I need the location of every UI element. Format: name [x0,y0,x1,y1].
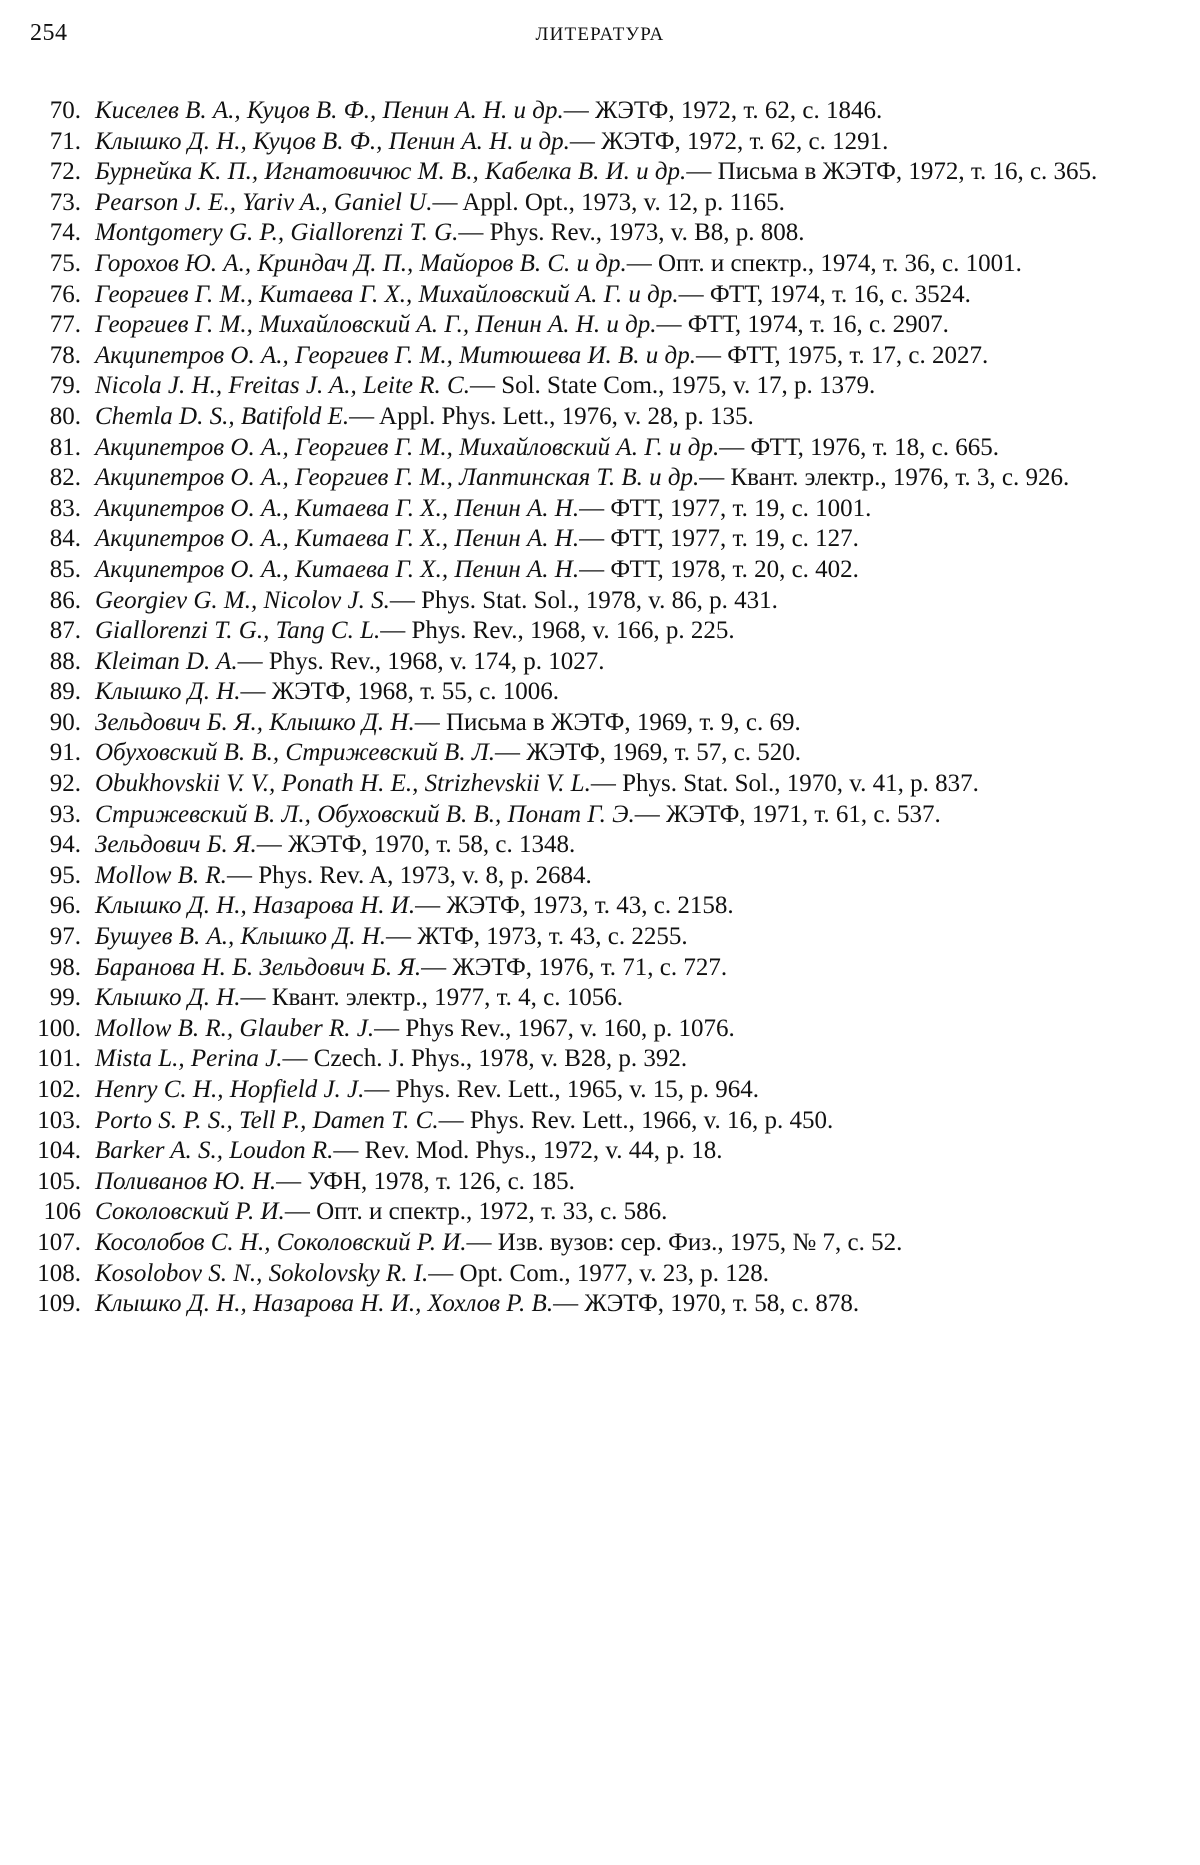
reference-text [95,953,1172,984]
reference-text [95,891,1172,922]
reference-item [22,463,1172,494]
reference-number: 83. [49,494,81,522]
reference-authors: Акципетров О. А., Китаева Г. Х., Пенин А. Н. [95,494,580,522]
reference-item [22,1167,1172,1198]
reference-source: — ЖЭТФ, 1970, т. 58, с. 878. [553,1290,860,1318]
reference-item [22,524,1172,555]
reference-item [22,341,1172,372]
reference-source: — Phys Rev., 1967, v. 160, p. 1076. [374,1014,735,1042]
reference-text [95,647,1172,678]
reference-text [95,157,1172,188]
reference-source: — Czech. J. Phys., 1978, v. B28, p. 392. [282,1045,688,1073]
reference-text [95,616,1172,647]
reference-source: — Phys. Stat. Sol., 1970, v. 41, p. 837. [590,770,979,798]
reference-source: — ЖЭТФ, 1970, т. 58, с. 1348. [256,831,576,859]
reference-authors: Косолобов С. Н., Соколовский Р. И. [95,1228,467,1256]
reference-number: 70. [49,97,81,124]
reference-item [22,1197,1172,1228]
reference-text [95,494,1172,525]
reference-text [95,1014,1172,1045]
reference-item [22,494,1172,525]
reference-text [95,1228,1172,1259]
reference-text [95,677,1172,708]
reference-item [22,830,1172,861]
reference-authors: Obukhovskii V. V., Ponath H. E., Strizhevskii V. L. [95,770,591,798]
reference-text [95,524,1172,555]
reference-item [22,922,1172,953]
reference-text [95,586,1172,617]
reference-number: 103. [37,1106,81,1134]
reference-authors: Клышко Д. Н. [95,984,241,1012]
reference-item [22,188,1172,219]
reference-number: 91. [49,739,81,767]
reference-source: — ФТТ, 1977, т. 19, с. 127. [579,525,859,553]
reference-item [22,371,1172,402]
reference-text [95,830,1172,861]
reference-number: 93. [49,800,81,828]
reference-text [95,555,1172,586]
reference-text [95,861,1172,892]
reference-text [95,1167,1172,1198]
reference-number: 74. [49,219,81,247]
reference-item [22,310,1172,341]
reference-authors: Pearson J. E., Yariv A., Ganiel U. [95,188,433,216]
reference-text [95,402,1172,433]
reference-source: — ЖЭТФ, 1969, т. 57, с. 520. [495,739,802,767]
reference-item [22,1106,1172,1137]
reference-number: 96. [49,892,81,920]
reference-authors: Киселев В. А., Куцов В. Ф., Пенин А. Н. и др. [95,97,564,124]
reference-authors: Montgomery G. P., Giallorenzi T. G. [95,219,459,247]
reference-text [95,127,1172,158]
reference-source: — Phys. Rev., 1973, v. B8, p. 808. [458,219,805,247]
reference-number: 92. [49,770,81,798]
reference-number: 73. [49,188,81,216]
reference-source: — Письма в ЖЭТФ, 1972, т. 16, с. 365. [686,158,1098,186]
reference-authors: Зельдович Б. Я. [95,831,257,859]
reference-item [22,891,1172,922]
reference-text [95,983,1172,1014]
reference-number: 109. [37,1290,81,1318]
reference-number: 77. [49,311,81,339]
reference-source: — Опт. и спектр., 1974, т. 36, с. 1001. [626,249,1022,277]
reference-number: 89. [49,678,81,706]
reference-source: — Квант. электр., 1976, т. 3, с. 926. [699,464,1070,492]
reference-authors: Mollow B. R. [95,861,227,889]
reference-source: — ФТТ, 1978, т. 20, с. 402. [579,555,859,583]
reference-authors: Porto S. P. S., Tell P., Damen T. C. [95,1106,439,1134]
reference-text [95,800,1172,831]
reference-authors: Клышко Д. Н., Куцов В. Ф., Пенин А. Н. и др. [95,127,570,155]
page-number: 254 [30,20,68,46]
reference-source: — Phys. Rev. Lett., 1965, v. 15, p. 964. [364,1076,760,1103]
reference-source: — ФТТ, 1974, т. 16, с. 2907. [656,311,949,339]
reference-item [22,738,1172,769]
reference-authors: Акципетров О. А., Георгиев Г. М., Лаптинская Т. В. и др. [95,464,700,492]
reference-number: 84. [49,525,81,553]
reference-source: — Phys. Rev., 1968, v. 174, p. 1027. [237,647,605,675]
reference-authors: Chemla D. S., Batifold E. [95,402,350,430]
reference-authors: Nicola J. H., Freitas J. A., Leite R. C. [95,372,470,400]
reference-number: 95. [49,861,81,889]
reference-text [95,433,1172,464]
reference-number: 98. [49,953,81,981]
reference-item [22,1075,1172,1106]
reference-source: — ФТТ, 1975, т. 17, с. 2027. [695,341,989,369]
reference-item [22,280,1172,311]
reference-authors: Акципетров О. А., Китаева Г. Х., Пенин А. Н. [95,555,580,583]
reference-number: 107. [37,1228,81,1256]
reference-text [95,188,1172,219]
running-title: ЛИТЕРАТУРА [535,24,665,45]
reference-text [95,1075,1172,1106]
reference-source: — ЖЭТФ, 1973, т. 43, с. 2158. [415,892,734,920]
reference-item [22,555,1172,586]
reference-item [22,647,1172,678]
reference-number: 79. [49,372,81,400]
reference-item [22,586,1172,617]
reference-item [22,249,1172,280]
reference-item [22,861,1172,892]
reference-authors: Mista L., Perina J. [95,1045,283,1073]
reference-number: 94. [49,831,81,859]
reference-number: 86. [49,586,81,614]
reference-text [95,463,1172,494]
reference-authors: Акципетров О. А., Георгиев Г. М., Михайловский А. Г. и др. [95,433,720,461]
reference-item [22,127,1172,158]
reference-source: — Appl. Opt., 1973, v. 12, p. 1165. [432,188,785,216]
reference-item [22,402,1172,433]
reference-text [95,1259,1172,1290]
reference-number: 75. [49,249,81,277]
reference-number: 106 [43,1198,81,1226]
reference-authors: Поливанов Ю. Н. [95,1167,277,1195]
reference-authors: Henry C. H., Hopfield J. J. [95,1076,365,1103]
reference-number: 108. [37,1259,81,1287]
reference-item [22,1044,1172,1075]
reference-number: 105. [37,1167,81,1195]
reference-item [22,96,1172,127]
reference-item [22,1259,1172,1290]
reference-text [95,249,1172,280]
reference-number: 88. [49,647,81,675]
reference-number: 76. [49,280,81,308]
reference-number: 99. [49,984,81,1012]
reference-item [22,769,1172,800]
reference-number: 71. [49,127,81,155]
reference-number: 90. [49,708,81,736]
reference-source: — Phys. Rev. Lett., 1966, v. 16, p. 450. [438,1106,834,1134]
reference-number: 82. [49,464,81,492]
reference-source: — ФТТ, 1974, т. 16, с. 3524. [678,280,971,308]
reference-authors: Акципетров О. А., Китаева Г. Х., Пенин А. Н. [95,525,580,553]
reference-authors: Kleiman D. A. [95,647,238,675]
reference-source: — Appl. Phys. Lett., 1976, v. 28, p. 135. [349,402,754,430]
reference-authors: Georgiev G. M., Nicolov J. S. [95,586,390,614]
reference-authors: Клышко Д. Н. [95,678,241,706]
reference-source: — Изв. вузов: сер. Физ., 1975, № 7, с. 52. [466,1228,903,1256]
reference-authors: Barker A. S., Loudon R. [95,1137,334,1165]
reference-number: 81. [49,433,81,461]
reference-text [95,769,1172,800]
reference-source: — Rev. Mod. Phys., 1972, v. 44, p. 18. [333,1137,723,1165]
reference-number: 100. [37,1014,81,1042]
reference-authors: Бурнейка К. П., Игнатовичюс М. В., Кабелка В. И. и др. [95,158,687,186]
reference-number: 80. [49,402,81,430]
reference-authors: Зельдович Б. Я., Клышко Д. Н. [95,708,415,736]
reference-item [22,1136,1172,1167]
reference-source: — Письма в ЖЭТФ, 1969, т. 9, с. 69. [414,708,801,736]
reference-source: — ЖЭТФ, 1968, т. 55, с. 1006. [240,678,560,706]
reference-authors: Kosolobov S. N., Sokolovsky R. I. [95,1259,429,1287]
reference-source: — ЖТФ, 1973, т. 43, с. 2255. [386,923,688,951]
reference-item [22,433,1172,464]
reference-text [95,96,1172,127]
reference-item [22,1289,1172,1320]
reference-number: 97. [49,923,81,951]
reference-number: 104. [37,1137,81,1165]
reference-authors: Баранова Н. Б. Зельдович Б. Я. [95,953,422,981]
reference-item [22,677,1172,708]
reference-text [95,371,1172,402]
reference-text [95,1106,1172,1137]
reference-item [22,708,1172,739]
reference-source: — Опт. и спектр., 1972, т. 33, с. 586. [284,1198,668,1226]
reference-source: — ЖЭТФ, 1976, т. 71, с. 727. [421,953,728,981]
reference-authors: Обуховский В. В., Стрижевский В. Л. [95,739,496,767]
reference-authors: Георгиев Г. М., Михайловский А. Г., Пенин А. Н. и др. [95,311,657,339]
reference-item [22,616,1172,647]
reference-text [95,1136,1172,1167]
reference-item [22,983,1172,1014]
reference-authors: Клышко Д. Н., Назарова Н. И. [95,892,416,920]
reference-source: — Phys. Stat. Sol., 1978, v. 86, p. 431. [389,586,778,614]
reference-item [22,953,1172,984]
reference-authors: Горохов Ю. А., Криндач Д. П., Майоров В. С. и др. [95,249,627,277]
reference-text [95,738,1172,769]
reference-source: — ЖЭТФ, 1971, т. 61, с. 537. [634,800,941,828]
reference-item [22,800,1172,831]
reference-item [22,157,1172,188]
page-header [30,20,1170,54]
reference-text [95,1289,1172,1320]
reference-source: — Sol. State Com., 1975, v. 17, p. 1379. [469,372,876,400]
reference-source: — ЖЭТФ, 1972, т. 62, с. 1291. [569,127,889,155]
reference-number: 78. [49,341,81,369]
reference-source: — УФН, 1978, т. 126, с. 185. [276,1167,575,1195]
reference-authors: Соколовский Р. И. [95,1198,285,1226]
reference-authors: Стрижевский В. Л., Обуховский В. В., Понат Г. Э. [95,800,635,828]
reference-number: 72. [49,158,81,186]
reference-item [22,1014,1172,1045]
reference-text [95,310,1172,341]
reference-number: 85. [49,555,81,583]
reference-authors: Mollow B. R., Glauber R. J. [95,1014,375,1042]
reference-authors: Клышко Д. Н., Назарова Н. И., Хохлов Р. В. [95,1290,554,1318]
reference-text [95,1197,1172,1228]
reference-source: — Phys. Rev., 1968, v. 166, p. 225. [380,617,735,645]
reference-number: 87. [49,617,81,645]
reference-item [22,218,1172,249]
reference-authors: Бушуев В. А., Клышко Д. Н. [95,923,387,951]
reference-text [95,218,1172,249]
reference-authors: Георгиев Г. М., Китаева Г. Х., Михайловский А. Г. и др. [95,280,679,308]
reference-source: — Opt. Com., 1977, v. 23, p. 128. [428,1259,770,1287]
reference-source: — ЖЭТФ, 1972, т. 62, с. 1846. [563,97,883,124]
reference-text [95,708,1172,739]
reference-authors: Giallorenzi T. G., Tang C. L. [95,617,381,645]
reference-source: — ФТТ, 1977, т. 19, с. 1001. [579,494,872,522]
reference-source: — ФТТ, 1976, т. 18, с. 665. [719,433,1000,461]
reference-list [22,96,1172,1320]
reference-number: 101. [37,1045,81,1073]
reference-text [95,280,1172,311]
reference-authors: Акципетров О. А., Георгиев Г. М., Митюшева И. В. и др. [95,341,696,369]
reference-text [95,341,1172,372]
reference-number: 102. [37,1076,81,1103]
reference-text [95,922,1172,953]
reference-source: — Квант. электр., 1977, т. 4, с. 1056. [240,984,623,1012]
reference-text [95,1044,1172,1075]
reference-item [22,1228,1172,1259]
reference-source: — Phys. Rev. A, 1973, v. 8, p. 2684. [226,861,592,889]
